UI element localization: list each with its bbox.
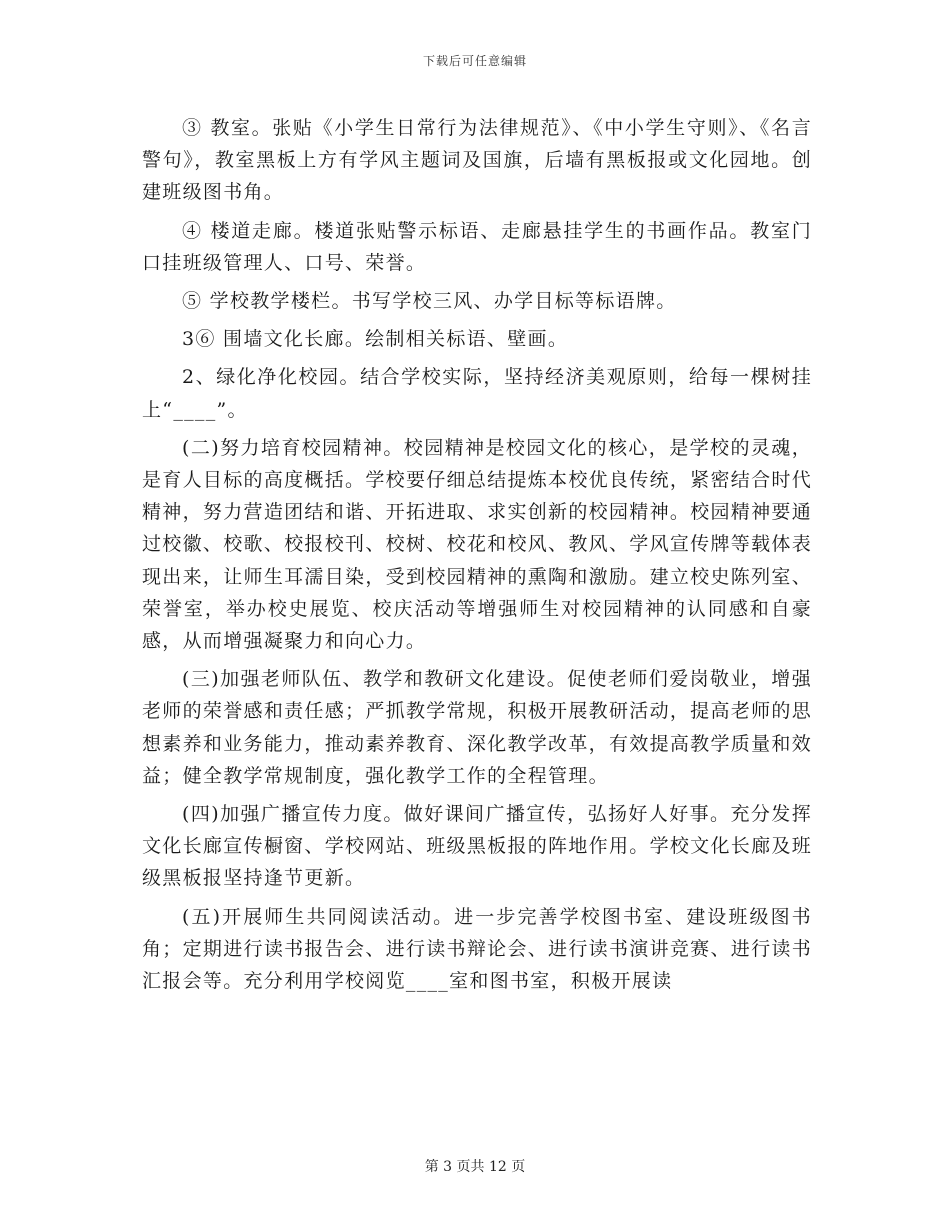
paragraph-reading: (五)开展师生共同阅读活动。进一步完善学校图书室、建设班级图书角；定期进行读书报告会、进行读书辩论会、进行读书演讲竞赛、进行读书汇报会等。充分利用学校阅览____室和图书室，积极开展读 <box>142 905 812 993</box>
paragraph-teacher-culture: (三)加强老师队伍、教学和教研文化建设。促使老师们爱岗敬业，增强老师的荣誉感和责任感；严抓教学常规，积极开展教研活动，提高老师的思想素养和业务能力，推动素养教育、深化教学改革，有效提高教学质量和效益；健全教学常规制度，强化教学工作的全程管理。 <box>142 668 812 787</box>
paragraph-corridor: ④ 楼道走廊。楼道张贴警示标语、走廊悬挂学生的书画作品。教室门口挂班级管理人、口号、荣誉。 <box>142 219 812 274</box>
paragraph-campus-spirit: (二)努力培育校园精神。校园精神是校园文化的核心，是学校的灵魂，是育人目标的高度概括。学校要仔细总结提炼本校优良传统，紧密结合时代精神，努力营造团结和谐、开拓进取、求实创新的校园精神。校园精神要通过校徽、校歌、校报校刊、校树、校花和校风、教风、学风宣传牌等载体表现出来，让师生耳濡目染，受到校园精神的熏陶和激励。建立校史陈列室、荣誉室，举办校史展览、校庆活动等增强师生对校园精神的认同感和自豪感，从而增强凝聚力和向心力。 <box>142 436 812 653</box>
paragraph-teaching-building: ⑤ 学校教学楼栏。书写学校三风、办学目标等标语牌。 <box>182 290 677 313</box>
paragraph-greening: 2、绿化净化校园。结合学校实际，坚持经济美观原则，给每一棵树挂上“____”。 <box>142 366 812 421</box>
page-header: 下载后可任意编辑 <box>422 54 527 68</box>
paragraph-broadcast: (四)加强广播宣传力度。做好课间广播宣传，弘扬好人好事。充分发挥文化长廊宣传橱窗、学校网站、班级黑板报的阵地作用。学校文化长廊及班级黑板报坚持逢节更新。 <box>142 803 812 890</box>
page-footer: 第 3 页共 12 页 <box>424 1159 526 1175</box>
document-body <box>142 112 812 997</box>
paragraph-wall-gallery: 3⑥ 围墙文化长廊。绘制相关标语、壁画。 <box>182 328 569 351</box>
paragraph-classroom: ③ 教室。张贴《小学生日常行为法律规范》、《中小学生守则》、《名言警句》，教室黑板上方有学风主题词及国旗，后墙有黑板报或文化园地。创建班级图书角。 <box>142 117 812 204</box>
